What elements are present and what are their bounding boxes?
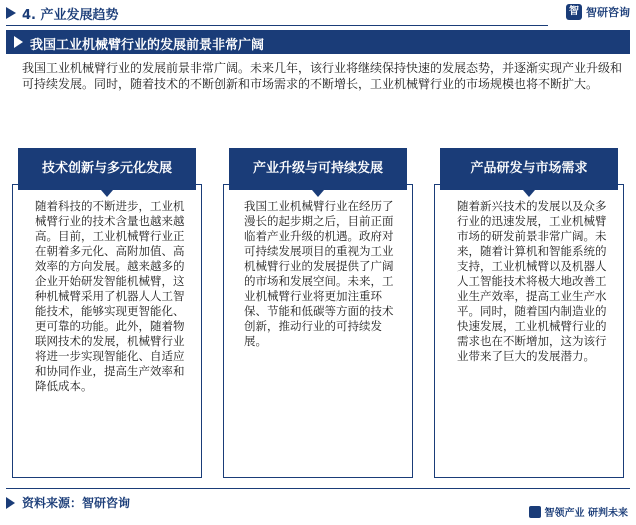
banner xyxy=(6,30,630,54)
card-industry-upgrade xyxy=(223,148,413,478)
source-marker-icon xyxy=(6,497,15,509)
card-body: 随着新兴技术的发展以及众多行业的迅速发展，工业机械臂市场的研发前景非常广阔。未来，随着计算机和智能系统的支持，工业机械臂以及机器人人工智能技术将极大地改善工业生产效率，提高工业生产水平。同时，随着国内制造业的快速发展，工业机械臂行业的需求也在不断增加，这为该行业带来了巨大的发展潜力。 xyxy=(434,184,624,478)
header-divider xyxy=(6,25,548,26)
card-body: 随着科技的不断进步，工业机械臂行业的技术含量也越来越高。目前，工业机械臂行业正在朝着多元化、高附加值、高效率的方向发展。越来越多的企业开始研发智能机械臂，这种机械臂采用了机器人人工智能技术，能够实现更智能化、更可靠的功能。此外，随着物联网技术的发展，机械臂行业将进一步实现智能化、自适应和协同作业，提高生产效率和降低成本。 xyxy=(12,184,202,478)
card-body: 我国工业机械臂行业在经历了漫长的起步期之后，目前正面临着产业升级的机遇。政府对可持续发展项目的重视为工业机械臂行业的发展提供了广阔的市场和发展空间。未来，工业机械臂行业将更加注重环保、节能和低碳等方面的技术创新，推动行业的可持续发展。 xyxy=(223,184,413,478)
card-rd-market xyxy=(434,148,624,478)
banner-title: 我国工业机械臂行业的发展前景非常广阔 xyxy=(30,38,265,53)
zhiyan-logo-icon xyxy=(529,506,541,518)
tagline-text: 智领产业 研判未来 xyxy=(544,508,628,519)
section-title: 4. 产业发展趋势 xyxy=(22,8,119,23)
intro-paragraph: 我国工业机械臂行业的发展前景非常广阔。未来几年，该行业将继续保持快速的发展态势，并逐渐实现产业升级和可持续发展。同时，随着技术的不断创新和市场需求的不断增长，工业机械臂行业的市场规模也将不断扩大。 xyxy=(22,61,623,91)
card-tech-innovation xyxy=(12,148,202,478)
section-marker-icon xyxy=(6,7,16,19)
banner-marker-icon xyxy=(14,36,23,48)
footer-divider xyxy=(6,488,630,489)
brand-name: 智研咨询 xyxy=(586,6,630,19)
footer-tagline xyxy=(529,504,628,519)
source-note: 资料来源：智研咨询 xyxy=(22,496,131,510)
card-title: 技术创新与多元化发展 xyxy=(18,148,196,190)
brand xyxy=(566,4,630,20)
top-header xyxy=(0,0,636,26)
card-title: 产业升级与可持续发展 xyxy=(229,148,407,190)
zhiyan-logo-icon: 智 xyxy=(566,4,582,20)
card-title: 产品研发与市场需求 xyxy=(440,148,618,190)
